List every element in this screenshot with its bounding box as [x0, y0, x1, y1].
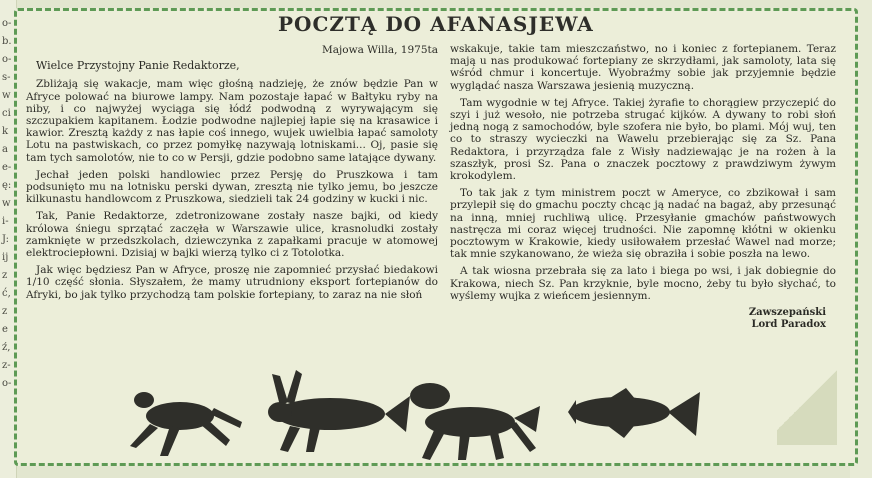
paragraph: Jechał jeden polski handlowiec przez Persję do Pruszkowa i tam podsunięto mu na lotnisku perski dywan, zresztą nie tylko jemu, bo jeszcze kilkunastu handlowcom z Pruszkowa, siedzieli tak 24 godziny w kucki i nic.: [26, 168, 438, 206]
paragraph: Jak więc będziesz Pan w Afryce, proszę nie zapomnieć przysłać biedakowi 1/10 część słonia. Słyszałem, że mamy utrudniony eksport fortepianów do Afryki, bo jak tylko przychodzą tam polskie fortepiany, to zaraz na nie słoń: [26, 264, 438, 301]
column-fragment-text: ij: [2, 252, 9, 263]
dateline: Majowa Willa, 1975ta: [322, 44, 438, 56]
paragraph: wskakuje, takie tam mieszczaństwo, no i koniec z fortepianem. Teraz mają u nas produkować fortepiany ze skrzydłami, jak samoloty, lata się wśród chmur i koncertuje. Wyobraźmy sobie jak przyjemnie będzie wyglądać nasza Warszawa jesienią muzyczną.: [450, 43, 836, 92]
paragraph: Tak, Panie Redaktorze, zdetronizowane zostały nasze bajki, od kiedy królowa śniegu sprzątać zaczęła w Warszawie ulice, krasnoludki zostały zamknięte w przedszkolach, dziewczynka z zapałkami pracuje w atomowej elektrociepłowni. Dzisiaj w bajki wierzą tylko ci z Totolotka.: [26, 210, 438, 260]
page-title: POCZTĄ DO AFANASJEWA: [278, 12, 594, 36]
signature-name: Lord Paradox: [751, 319, 826, 331]
column-fragment-text: o-: [2, 18, 12, 29]
signature-closing: Zawszepański: [748, 307, 826, 319]
column-fragment-text: ci: [2, 108, 11, 119]
fish-icon: [568, 388, 700, 438]
column-fragment-text: J:: [2, 234, 9, 245]
column-fragment-text: ć,: [2, 288, 11, 299]
running-animal-icon: [130, 392, 242, 456]
column-fragment-text: w: [2, 90, 11, 101]
paragraph: To tak jak z tym ministrem poczt w Ameryce, co zbzikował i sam przylepił się do gmachu poczty chcąc ją nadać na bagaż, aby przesunąć na inną, mniej ruchliwą ulicę. Przesyłanie gmachów państwowych nastręcza mi coraz więcej trudności. Nie zapomnę kłótni w okienku pocztowym w Krakowie, kiedy usiłowałem przesłać Wawel nad morze; tak mnie szykanowano, że wieża się obraziła i sobie poszła na lewo.: [450, 187, 836, 261]
column-fragment-text: o-: [2, 54, 12, 65]
letter-left-column: [26, 44, 438, 306]
column-fragment-text: e-: [2, 162, 12, 173]
greeting: Wielce Przystojny Panie Redaktorze,: [36, 59, 240, 73]
letter-right-column: [450, 43, 836, 331]
paragraph: Tam wygodnie w tej Afryce. Takiej żyrafie to chorągiew przyczepić do szyi i już wesoło, nie potrzeba strugać kijków. A dywany to robi słoń jedną nogą z samochodów, byle szofera nie było, bo plami. Mój wuj, ten co to straszy wycieczki na Wawelu przebierając się za Sz. Pana Redaktora, i przyrządza fale z Wisły nadziewając je na rożen à la szaszłyk, prosi Sz. Pana o znaczek pocztowy z prawdziwym żywym krokodylem.: [450, 96, 836, 183]
paragraph: Zbliżają się wakacje, mam więc głośną nadzieję, że znów będzie Pan w Afryce polować na biurowe lampy. Nam pozostaje łapać w Bałtyku ryby na niby, i co najwyżej wyciąga się łódź podwodną z wyrywającym się szczupakiem kapitanem. Łodzie podwodne najlepiej łapie się na krasawice i kawior. Zresztą każdy z nas łapie coś innego, wujek uwielbia łapać samoloty Lotu na pastwiskach, co przez pomyłkę nazywają lotniskami... Oj, pasie się tam tych samolotów, nie to co w Persji, gdzie podobno same latające dywany.: [26, 78, 438, 164]
column-fragment-text: a: [2, 144, 8, 155]
column-fragment-text: ę:: [2, 180, 12, 191]
woodcut-illustration: [130, 366, 710, 462]
folded-corner: [777, 355, 837, 445]
column-fragment-text: e: [2, 324, 8, 335]
column-fragment-text: z: [2, 270, 8, 281]
column-fragment-text: z: [2, 306, 8, 317]
column-fragment-text: k: [2, 126, 9, 137]
column-fragment-text: i-: [2, 216, 9, 227]
paragraph: A tak wiosna przebrała się za lato i biega po wsi, i jak dobiegnie do Krakowa, niech Sz. Pan krzyknie, byle mocno, żeby tu było słychać, to wyślemy wujka z wieńcem jesiennym.: [450, 265, 836, 302]
column-fragment-text: w: [2, 198, 11, 209]
column-fragment-text: b.: [2, 36, 12, 47]
goat-fish-icon: [268, 370, 410, 452]
column-fragment-text: ź,: [2, 342, 11, 353]
column-fragment-text: o-: [2, 378, 12, 389]
column-fragment-text: z-: [2, 360, 11, 371]
signature: [450, 307, 826, 331]
fish-headed-quadruped-icon: [410, 383, 540, 460]
column-fragment-text: s-: [2, 72, 11, 83]
